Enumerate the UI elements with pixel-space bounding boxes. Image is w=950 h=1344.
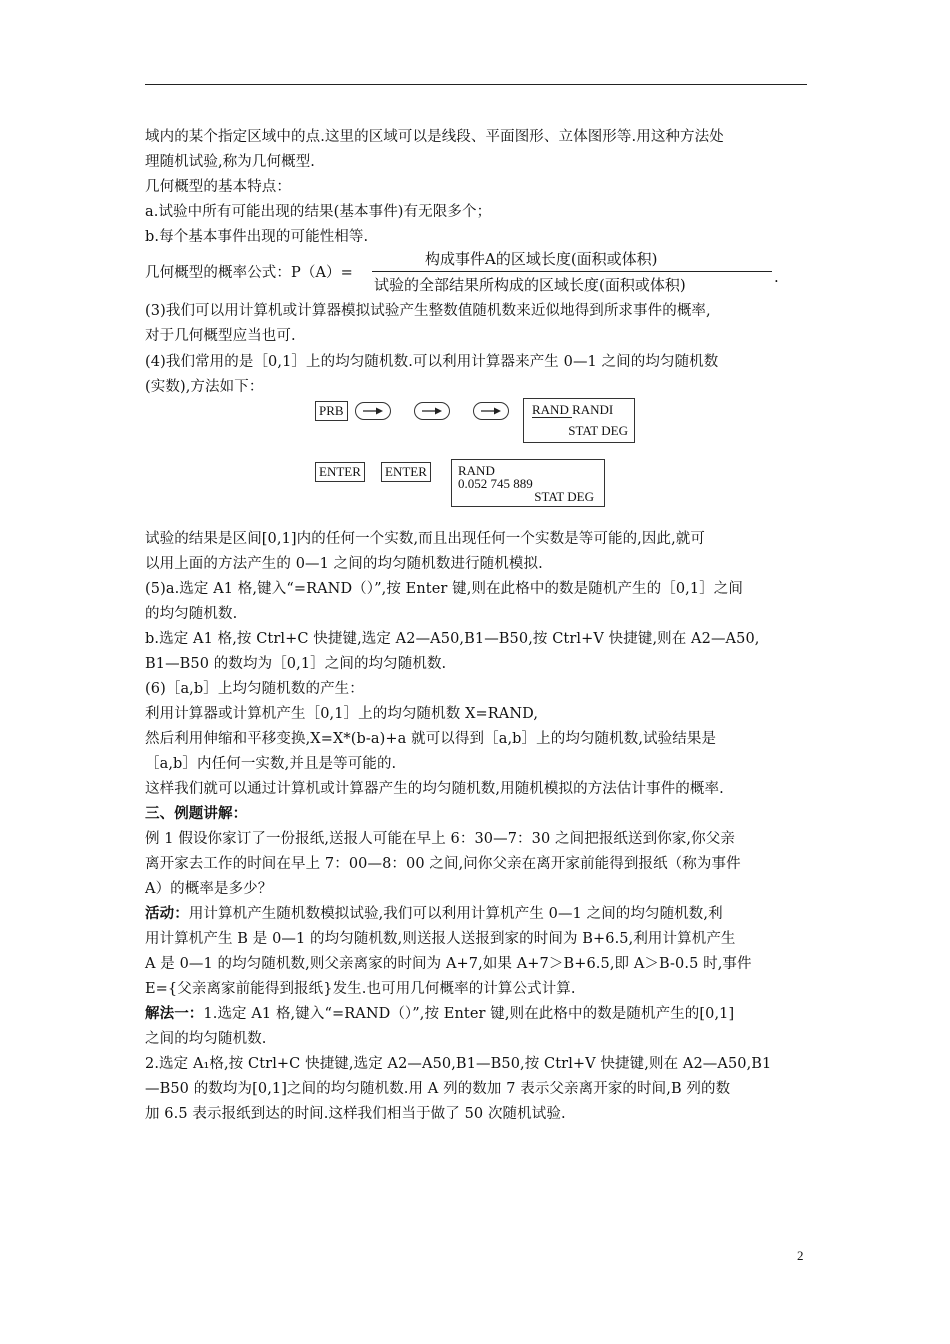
text-line: (3)我们可以用计算机或计算器模拟试验产生整数值随机数来近似地得到所求事件的概率, <box>145 303 711 319</box>
calculator-screen-1 <box>523 398 635 443</box>
activity-text: 用计算机产生随机数模拟试验,我们可以利用计算机产生 0—1 之间的均匀随机数,利 <box>188 906 723 922</box>
activity-line <box>145 903 810 925</box>
text-line: 几何概型的基本特点： <box>145 179 291 195</box>
activity-label: 活动： <box>145 905 189 922</box>
text-line: 2.选定 A₁格,按 Ctrl+C 快捷键,选定 A2—A50,B1—B50,按 Ctrl+V 快捷键,则在 A2—A50,B1 <box>145 1056 772 1072</box>
solution-label: 解法一： <box>145 1005 204 1022</box>
text-line: 域内的某个指定区域中的点.这里的区域可以是线段、平面图形、立体图形等.用这种方法处 <box>145 129 724 145</box>
text-line: (4)我们常用的是［0,1］上的均匀随机数.可以利用计算器来产生 0—1 之间的均匀随机数 <box>145 354 719 370</box>
enter-key: ENTER <box>315 462 365 482</box>
text-line: 例 1 假设你家订了一份报纸,送报人可能在早上 6：30—7：30 之间把报纸送到你家,你父亲 <box>145 831 735 847</box>
text-line: 然后利用伸缩和平移变换,X=X*(b-a)+a 就可以得到［a,b］上的均匀随机数,试验结果是 <box>145 731 717 747</box>
right-arrow-key-icon <box>355 402 391 420</box>
formula-prefix: 几何概型的概率公式：P（A）= <box>145 265 353 281</box>
screen-menu: RAND RANDI <box>532 402 614 417</box>
text-line: 离开家去工作的时间在早上 7：00—8：00 之间,问你父亲在离开家前能得到报纸（称为事件 <box>145 856 741 872</box>
text-line: 对于几何概型应当也可. <box>145 328 296 344</box>
prb-key: PRB <box>315 401 348 421</box>
section-heading: 三、例题讲解： <box>145 805 248 822</box>
text-line: (实数),方法如下： <box>145 379 264 395</box>
text-line: b.每个基本事件出现的可能性相等. <box>145 229 369 245</box>
formula-suffix: . <box>774 268 779 286</box>
text-line: 这样我们就可以通过计算机或计算器产生的均匀随机数,用随机模拟的方法估计事件的概率. <box>145 781 724 797</box>
right-arrow-key-icon <box>473 402 509 420</box>
text-line: 利用计算器或计算机产生［0,1］上的均匀随机数 X=RAND, <box>145 706 539 722</box>
solution-line <box>145 1003 810 1025</box>
text-line: 以用上面的方法产生的 0—1 之间的均匀随机数进行随机模拟. <box>145 556 543 572</box>
solution-text: 1.选定 A1 格,键入“=RAND（）”,按 Enter 键,则在此格中的数是随机产生的[0,1] <box>203 1006 735 1022</box>
fraction-bar <box>372 271 772 272</box>
text-line: (5)a.选定 A1 格,键入“=RAND（）”,按 Enter 键,则在此格中的数是随机产生的［0,1］之间 <box>145 581 744 597</box>
text-line: ［a,b］内任何一实数,并且是等可能的. <box>145 756 397 772</box>
text-line: A）的概率是多少？ <box>145 881 273 897</box>
cursor-underline <box>532 417 572 418</box>
screen-function: RAND <box>458 463 495 478</box>
formula-numerator: 构成事件A的区域长度(面积或体积) <box>425 250 658 268</box>
text-line: B1—B50 的数均为［0,1］之间的均匀随机数. <box>145 656 447 672</box>
text-line: 试验的结果是区间[0,1]内的任何一个实数,而且出现任何一个实数是等可能的,因此,就可 <box>145 531 705 547</box>
text-line: 理随机试验,称为几何概型. <box>145 154 316 170</box>
screen-result: 0.052 745 889 <box>458 476 533 491</box>
text-line: 的均匀随机数. <box>145 606 238 622</box>
text-line: 之间的均匀随机数. <box>145 1031 267 1047</box>
enter-key: ENTER <box>381 462 431 482</box>
header-rule <box>145 84 807 85</box>
text-line: A 是 0—1 的均匀随机数,则父亲离家的时间为 A+7,如果 A+7＞B+6.5,即 A＞B-0.5 时,事件 <box>145 956 752 972</box>
calculator-screen-2 <box>451 459 605 507</box>
page-number: 2 <box>797 1248 804 1263</box>
text-line: b.选定 A1 格,按 Ctrl+C 快捷键,选定 A2—A50,B1—B50,按 Ctrl+V 快捷键,则在 A2—A50, <box>145 631 760 647</box>
text-line: a.试验中所有可能出现的结果(基本事件)有无限多个； <box>145 204 492 220</box>
text-line: 用计算机产生 B 是 0—1 的均匀随机数,则送报人送报到家的时间为 B+6.5,利用计算机产生 <box>145 931 736 947</box>
formula-denominator: 试验的全部结果所构成的区域长度(面积或体积) <box>374 276 686 294</box>
right-arrow-key-icon <box>414 402 450 420</box>
text-line: 加 6.5 表示报纸到达的时间.这样我们相当于做了 50 次随机试验. <box>145 1106 566 1122</box>
screen-status: STAT DEG <box>534 489 594 504</box>
text-line: E={父亲离家前能得到报纸}发生.也可用几何概率的计算公式计算. <box>145 981 576 997</box>
text-line: (6)［a,b］上均匀随机数的产生： <box>145 681 364 697</box>
text-line: —B50 的数均为[0,1]之间的均匀随机数.用 A 列的数加 7 表示父亲离开家的时间,B 列的数 <box>145 1081 731 1097</box>
screen-status: STAT DEG <box>568 423 628 438</box>
